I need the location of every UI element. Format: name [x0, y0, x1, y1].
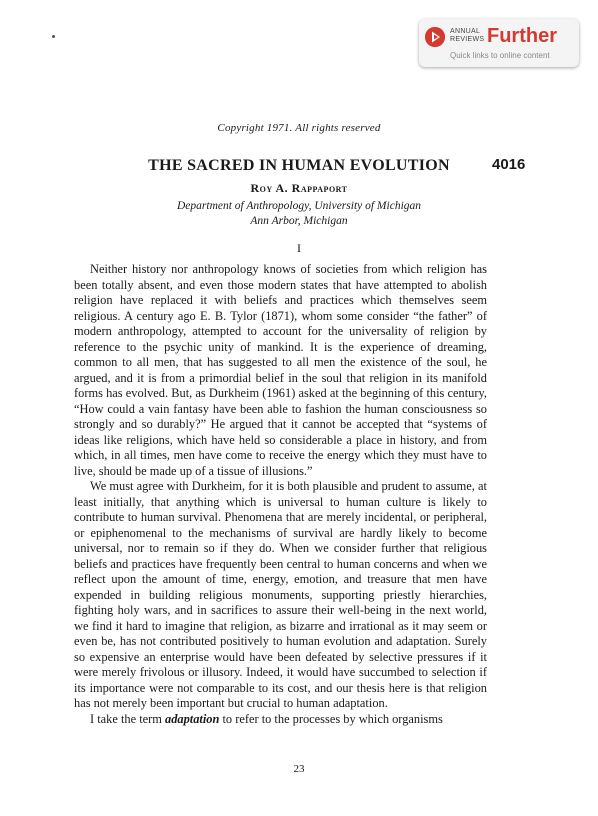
- play-arrow-logo-icon: [425, 27, 445, 47]
- quick-links-text: Quick links to online content: [450, 51, 550, 60]
- affiliation-department: Department of Anthropology, University of Michigan: [176, 200, 422, 212]
- paragraph-3-start: I take the term: [90, 711, 165, 726]
- annual-reviews-further-banner[interactable]: [419, 19, 579, 67]
- article-body: [74, 262, 487, 727]
- paragraph-2: We must agree with Durkheim, for it is both plausible and prudent to assume, at least initially, that anything which is universal to human culture is likely to contribute to human survival. Phenomena that are merely incidental, or peripheral, or epiphenomenal to the mechanisms of survival are hardly likely to become universal, nor to remain so if they do. When we consider further that religious beliefs and practices have frequently been central to human concerns and when we reflect upon the amount of time, energy, emotion, and treasure that men have expended in building religious monuments, supporting priestly hierarchies, fighting holy wars, and in sacrifices to assure their well-being in the next world, we find it hard to imagine that religion, as bizarre and irrational as it may seem or even be, has not contributed positively to human evolution and adaptation. Surely so expensive an enterprise would have been defeated by selective pressures if it were merely frivolous or illusory. Indeed, it would have succumbed to selection if its importance were not comparable to its cost, and our thesis here is that religion has not merely been important but crucial to human adaptation.: [74, 479, 487, 710]
- author-name: Roy A. Rappaport: [250, 181, 348, 195]
- annual-reviews-label: ANNUAL REVIEWS: [450, 28, 485, 43]
- further-label: Further: [487, 25, 557, 47]
- article-number: 4016: [492, 156, 526, 173]
- section-heading: I: [297, 241, 301, 255]
- article-title: THE SACRED IN HUMAN EVOLUTION: [148, 157, 450, 174]
- paragraph-3-end: to refer to the processes by which organisms: [219, 711, 443, 726]
- page-number: 23: [293, 763, 305, 775]
- paragraph-1: Neither history nor anthropology knows of societies from which religion has been totally absent, and even those modern states that have attempted to abolish religion have replaced it with beliefs and practices which themselves seem religious. A century ago E. B. Tylor (1871), whom some consider “the father” of modern anthropology, attempted to account for the universality of religion by reference to the psychic unity of mankind. It is the experience of dreaming, common to all men, that has suggested to all men the existence of the soul, he argued, and it is from a primordial belief in the soul that religion in its manifold forms has evolved. But, as Durkheim (1961) asked at the beginning of this century, “How could a vain fantasy have been able to fashion the human consciousness so strongly and so durably?” He argued that it cannot be accepted that “systems of ideas like religions, which have held so considerable a place in history, and from which, in all times, men have come to receive the energy which they must have to live, should be made up of a tissue of illusions.”: [74, 262, 487, 478]
- emphasized-term: adaptation: [165, 711, 220, 726]
- paragraph-3: [74, 712, 487, 728]
- copyright-notice: Copyright 1971. All rights reserved: [217, 122, 381, 134]
- affiliation-location: Ann Arbor, Michigan: [250, 215, 348, 227]
- stray-mark: [52, 35, 55, 38]
